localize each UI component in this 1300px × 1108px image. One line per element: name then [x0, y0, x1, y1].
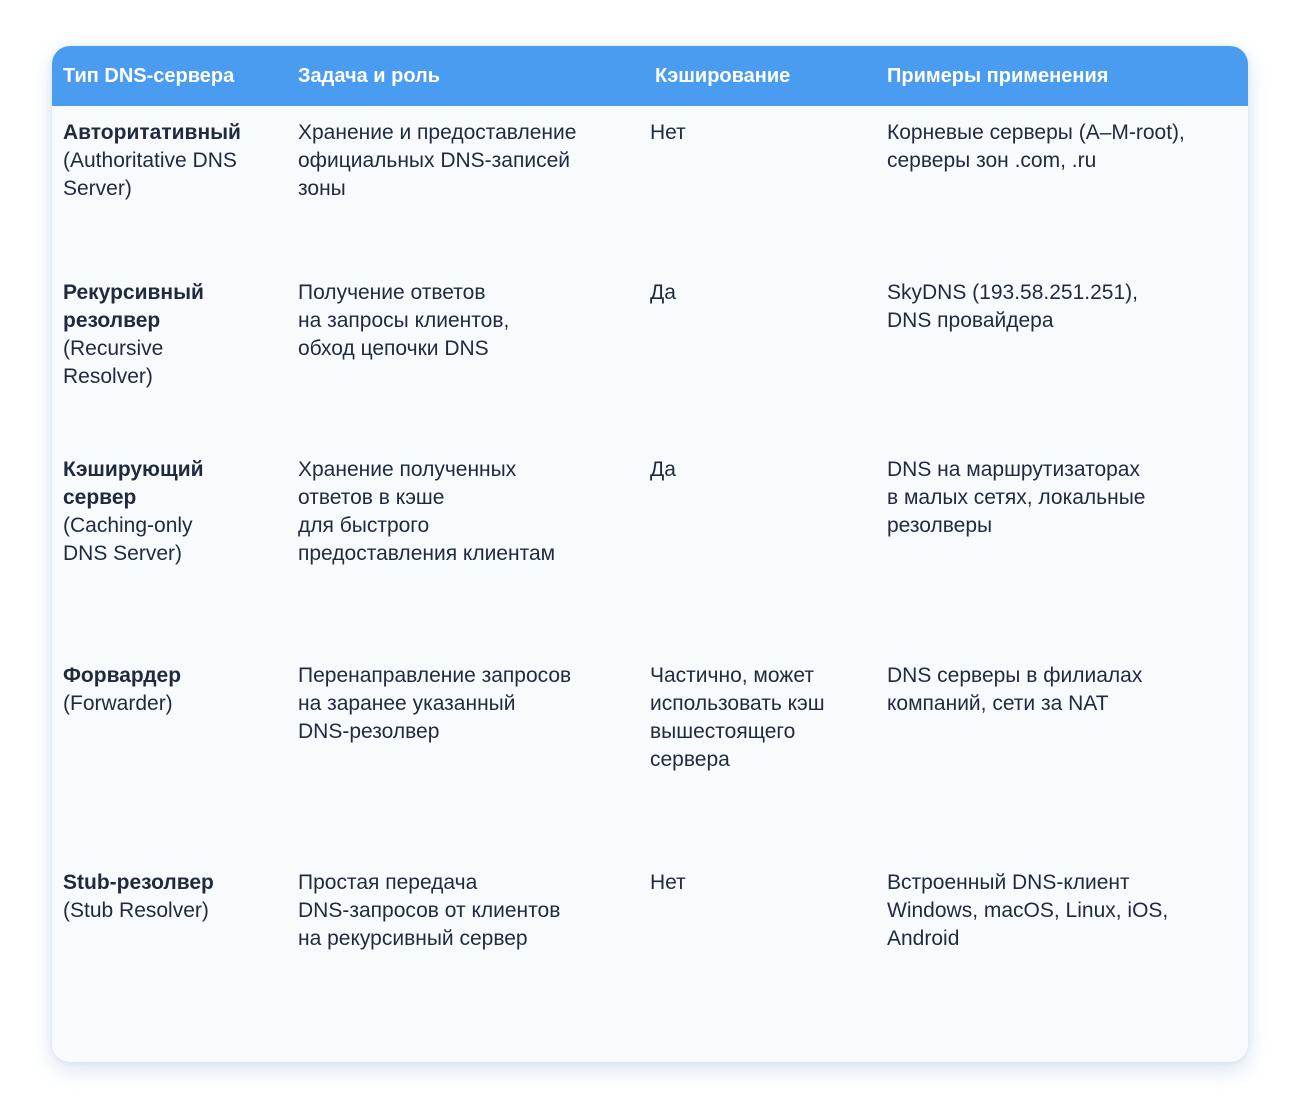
task-text: предоставления клиентам: [298, 542, 556, 565]
server-type-english: Resolver): [63, 365, 153, 388]
task-text: DNS-резолвер: [298, 720, 440, 743]
server-type-name: Stub-резолвер: [63, 871, 214, 894]
cell-server-type: [63, 456, 283, 568]
examples-text: Встроенный DNS-клиент: [887, 871, 1130, 894]
caching-text: вышестоящего: [650, 720, 796, 743]
cell-task-role: [298, 662, 638, 746]
cell-caching: [650, 869, 870, 897]
cell-task-role: [298, 456, 638, 568]
server-type-english: (Stub Resolver): [63, 899, 209, 922]
server-type-english: DNS Server): [63, 542, 183, 565]
cell-caching: [650, 119, 870, 147]
cell-examples: [887, 869, 1242, 953]
task-text: Простая передача: [298, 871, 478, 894]
cell-caching: [650, 456, 870, 484]
task-text: Хранение полученных: [298, 458, 517, 481]
cell-task-role: [298, 869, 638, 953]
task-text: для быстрого: [298, 514, 430, 537]
server-type-english: Server): [63, 177, 132, 200]
task-text: обход цепочки DNS: [298, 337, 489, 360]
examples-text: компаний, сети за NAT: [887, 692, 1109, 715]
task-text: ответов в кэше: [298, 486, 445, 509]
cell-examples: [887, 119, 1242, 175]
examples-text: серверы зон .com, .ru: [887, 149, 1097, 172]
server-type-name: Авторитативный: [63, 121, 241, 144]
server-type-name: сервер: [63, 486, 137, 509]
task-text: зоны: [298, 177, 346, 200]
task-text: на заранее указанный: [298, 692, 516, 715]
cell-examples: [887, 279, 1242, 335]
caching-text: использовать кэш: [650, 692, 825, 715]
task-text: на рекурсивный сервер: [298, 927, 528, 950]
cell-server-type: [63, 869, 283, 925]
task-text: Перенаправление запросов: [298, 664, 572, 687]
table-header: [52, 46, 1248, 106]
caching-text: Да: [650, 458, 676, 481]
server-type-english: (Authoritative DNS: [63, 149, 237, 172]
examples-text: Windows, macOS, Linux, iOS,: [887, 899, 1169, 922]
examples-text: DNS серверы в филиалах: [887, 664, 1143, 687]
cell-task-role: [298, 119, 638, 203]
server-type-english: (Caching-only: [63, 514, 193, 537]
header-caching: Кэширование: [655, 65, 791, 87]
caching-text: сервера: [650, 748, 730, 771]
examples-text: в малых сетях, локальные: [887, 486, 1146, 509]
task-text: Хранение и предоставление: [298, 121, 577, 144]
server-type-name: Рекурсивный: [63, 281, 204, 304]
caching-text: Нет: [650, 871, 686, 894]
cell-caching: [650, 662, 870, 774]
cell-server-type: [63, 119, 283, 203]
cell-caching: [650, 279, 870, 307]
cell-server-type: [63, 662, 283, 718]
cell-examples: [887, 456, 1242, 540]
caching-text: Частично, может: [650, 664, 814, 687]
examples-text: DNS на маршрутизаторах: [887, 458, 1140, 481]
task-text: Получение ответов: [298, 281, 486, 304]
examples-text: резолверы: [887, 514, 993, 537]
examples-text: DNS провайдера: [887, 309, 1054, 332]
dns-server-types-table: [52, 46, 1248, 1062]
header-task-role: Задача и роль: [298, 65, 441, 87]
caching-text: Да: [650, 281, 676, 304]
examples-text: SkyDNS (193.58.251.251),: [887, 281, 1138, 304]
server-type-english: (Recursive: [63, 337, 164, 360]
header-examples: Примеры применения: [887, 65, 1109, 87]
caching-text: Нет: [650, 121, 686, 144]
server-type-name: резолвер: [63, 309, 161, 332]
server-type-name: Кэширующий: [63, 458, 204, 481]
server-type-english: (Forwarder): [63, 692, 173, 715]
server-type-name: Форвардер: [63, 664, 182, 687]
task-text: на запросы клиентов,: [298, 309, 510, 332]
examples-text: Android: [887, 927, 960, 950]
task-text: DNS-запросов от клиентов: [298, 899, 561, 922]
cell-task-role: [298, 279, 638, 363]
examples-text: Корневые серверы (A–M-root),: [887, 121, 1185, 144]
cell-server-type: [63, 279, 283, 391]
cell-examples: [887, 662, 1242, 718]
task-text: официальных DNS-записей: [298, 149, 570, 172]
header-server-type: Тип DNS-сервера: [63, 65, 235, 87]
